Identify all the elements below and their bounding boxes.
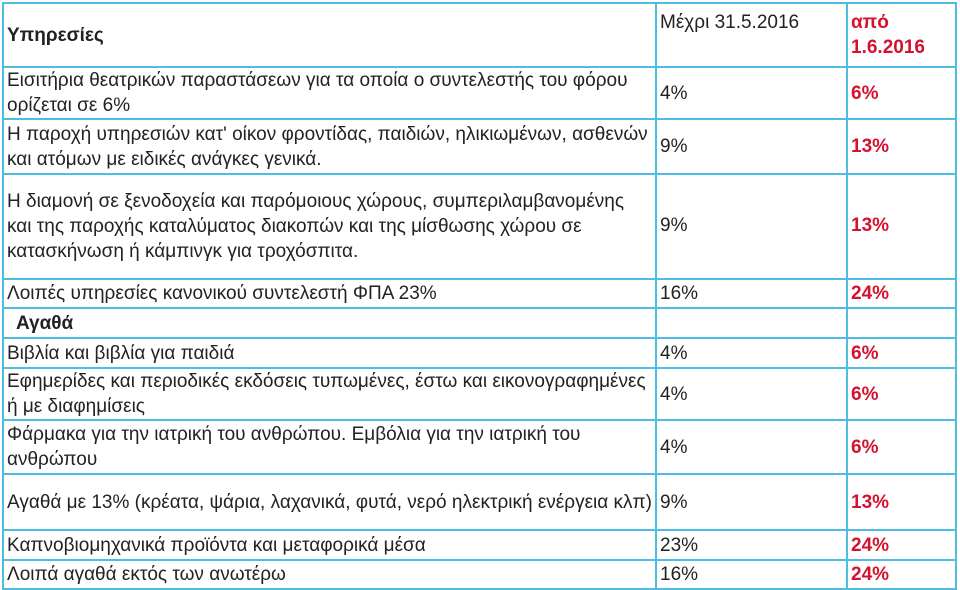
until-cell: 4% — [656, 368, 847, 420]
vat-rates-table — [2, 2, 957, 590]
item-cell: Λοιπές υπηρεσίες κανονικού συντελεστή ΦΠΑ 23% — [3, 279, 656, 308]
until-cell: 16% — [656, 279, 847, 308]
item-cell: Καπνοβιομηχανικά προϊόντα και μεταφορικά μέσα — [3, 530, 656, 560]
from-cell: 13% — [847, 474, 956, 530]
from-cell: 6% — [847, 67, 956, 119]
until-cell: 16% — [656, 560, 847, 589]
table-row — [3, 368, 956, 420]
empty-cell — [847, 308, 956, 338]
item-cell: Βιβλία και βιβλία για παιδιά — [3, 338, 656, 368]
from-cell: 6% — [847, 368, 956, 420]
from-cell: 24% — [847, 530, 956, 560]
header-until: Μέχρι 31.5.2016 — [656, 3, 847, 67]
header-row — [3, 3, 956, 67]
table-row — [3, 67, 956, 119]
table-row — [3, 530, 956, 560]
table-row — [3, 474, 956, 530]
from-cell: 24% — [847, 560, 956, 589]
from-cell: 24% — [847, 279, 956, 308]
until-cell: 9% — [656, 174, 847, 279]
item-cell: Εισιτήρια θεατρικών παραστάσεων για τα οποία ο συντελεστής του φόρου ορίζεται σε 6% — [3, 67, 656, 119]
until-cell: 9% — [656, 119, 847, 174]
goods-heading: Αγαθά — [3, 308, 656, 338]
table-row — [3, 420, 956, 474]
until-cell: 9% — [656, 474, 847, 530]
item-cell: Εφημερίδες και περιοδικές εκδόσεις τυπωμένες, έστω και εικονογραφημένες ή με διαφημίσεις — [3, 368, 656, 420]
item-cell: Λοιπά αγαθά εκτός των ανωτέρω — [3, 560, 656, 589]
item-cell: Η παροχή υπηρεσιών κατ' οίκον φροντίδας, παιδιών, ηλικιωμένων, ασθενών και ατόμων με ειδικές ανάγκες γενικά. — [3, 119, 656, 174]
from-cell: 6% — [847, 420, 956, 474]
item-cell: Η διαμονή σε ξενοδοχεία και παρόμοιους χώρους, συμπεριλαμβανομένης και της παροχής καταλύματος διακοπών και της μίσθωσης χώρου σε κατασκήνωση ή κάμπινγκ για τροχόσπιτα. — [3, 174, 656, 279]
goods-heading-row — [3, 308, 956, 338]
table-row — [3, 560, 956, 589]
table-row — [3, 279, 956, 308]
item-cell: Αγαθά με 13% (κρέατα, ψάρια, λαχανικά, φυτά, νερό ηλεκτρική ενέργεια κλπ) — [3, 474, 656, 530]
until-cell: 4% — [656, 67, 847, 119]
table-row — [3, 174, 956, 279]
from-cell: 13% — [847, 119, 956, 174]
header-category: Υπηρεσίες — [3, 3, 656, 67]
empty-cell — [656, 308, 847, 338]
from-cell: 13% — [847, 174, 956, 279]
table-row — [3, 338, 956, 368]
header-from: από 1.6.2016 — [847, 3, 956, 67]
until-cell: 4% — [656, 420, 847, 474]
until-cell: 4% — [656, 338, 847, 368]
table-row — [3, 119, 956, 174]
from-cell: 6% — [847, 338, 956, 368]
item-cell: Φάρμακα για την ιατρική του ανθρώπου. Εμβόλια για την ιατρική του ανθρώπου — [3, 420, 656, 474]
until-cell: 23% — [656, 530, 847, 560]
